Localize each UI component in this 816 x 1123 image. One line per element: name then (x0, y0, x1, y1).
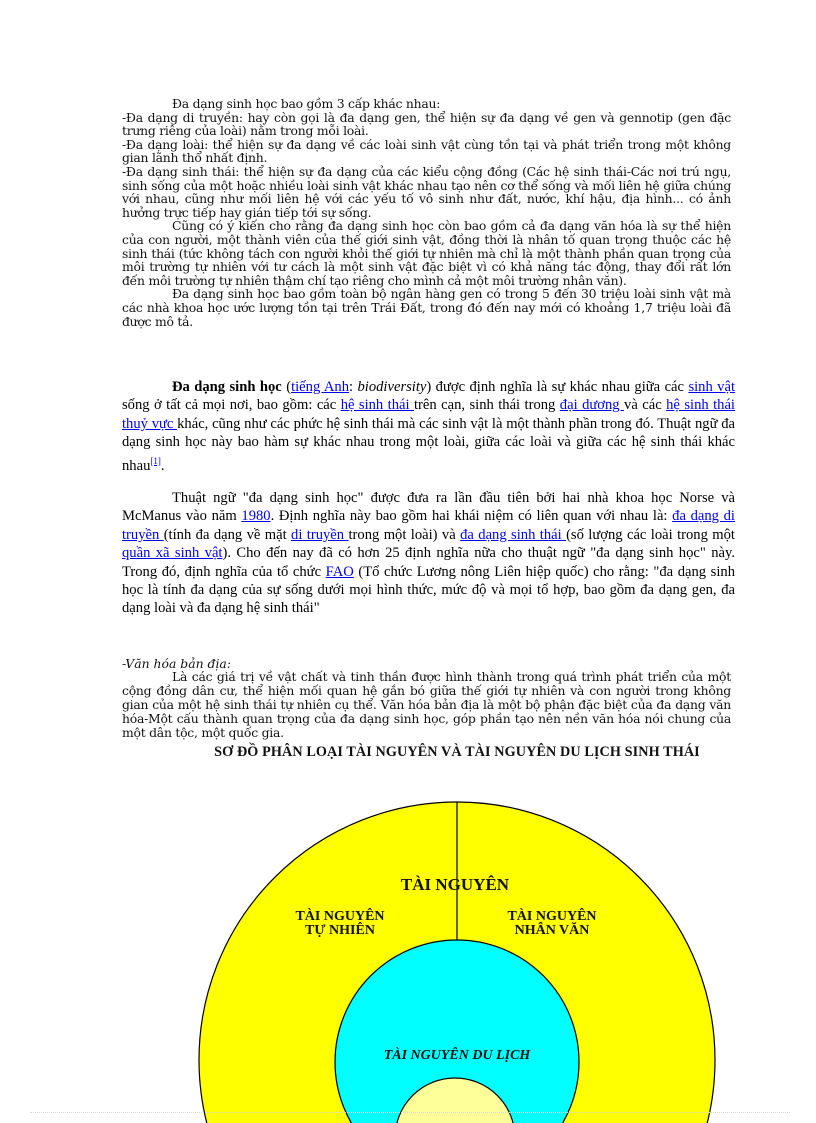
text-span: sống ở tất cả mọi nơi, bao gồm: các (122, 397, 341, 414)
link-organism[interactable]: sinh vật (688, 379, 736, 395)
natural-resources-label-line2: TỰ NHIÊN (305, 923, 375, 938)
link-biological-community[interactable]: quần xã sinh vật (122, 545, 223, 562)
paragraph-intro: Đa dạng sinh học bao gồm 3 cấp khác nhau: (172, 96, 441, 111)
link-english[interactable]: tiếng Anh (291, 379, 349, 395)
diagram-title: SƠ ĐỒ PHÂN LOẠI TÀI NGUYÊN VÀ TÀI NGUYÊN DU LỊCH SINH THÁI (214, 744, 700, 760)
text-span: trong một loài) và (348, 526, 461, 543)
paragraph-gene-bank: Đa dạng sinh học bao gồm toàn bộ ngân hàng gen có trong 5 đến 30 triệu loài sinh vật mà các nhà khoa học ước lượng tồn tại trên Trái Đất, trong đó đến nay mới có khoảng 1,7 triệu loài đã được mô tả. (122, 286, 731, 329)
link-genetics[interactable]: di truyền (291, 526, 349, 543)
text-span: : (349, 379, 358, 395)
paragraph-species-diversity: -Đa dạng loài: thể hiện sự đa dạng về các loài sinh vật cùng tồn tại và phát triển trong một không gian lãnh thổ nhất định. (122, 136, 731, 166)
reference-link[interactable]: [1] (150, 455, 161, 466)
link-ecosystem[interactable]: hệ sinh thái (340, 397, 414, 414)
link-year-1980[interactable]: 1980 (241, 508, 271, 525)
link-ocean[interactable]: đại dương (559, 397, 625, 414)
text-span: khác, cũng như các phức hệ sinh thái mà các sinh vật là một thành phần trong đó. Thuật ngữ đa dạng sinh học này bao hàm sự khác nhau trong một loài, giữa các loài và giữa các hệ sinh thái khác nhau (122, 415, 735, 474)
text-span: ). Cho đến nay đã có hơn 25 định nghĩa nữa cho thuật ngữ "đa dạng sinh học" này. Trong đó, định nghĩa của tổ chức (122, 545, 736, 580)
natural-resources-label-line1: TÀI NGUYÊN (295, 909, 385, 924)
text-span: . Định nghĩa này bao gồm hai khái niệm có liên quan với nhau là: (270, 508, 673, 525)
text-span: trên cạn, sinh thái trong (414, 397, 560, 414)
text-span: và các (624, 397, 667, 414)
link-fao[interactable]: FAO (325, 563, 354, 580)
link-ecological-diversity[interactable]: đa dạng sinh thái (460, 526, 567, 543)
text-span: ( (281, 379, 292, 395)
english-term: biodiversity (357, 379, 427, 395)
paragraph-ecosystem-diversity: -Đa dạng sinh thái: thể hiện sự đa dạng của các kiểu cộng đồng (Các hệ sinh thái-Các nơi trú ngụ, sinh sống của một hoặc nhiều loài sinh vật khác nhau tạo nên cơ thể sống và mối liên hệ giữa chúng với nhau, cũng như mối liên hệ với các yếu tố vô sinh như đất, nước, khí hậu, địa hình... có ảnh hưởng trực tiếp hay gián tiếp tới sự sống. (122, 163, 731, 220)
paragraph-genetic-diversity: -Đa dạng di truyền: hay còn gọi là đa dạng gen, thể hiện sự đa dạng về gen và gennotip (gen đặc trưng riêng của loài) nằm trong mỗi loài. (122, 109, 731, 139)
tourism-resources-label: TÀI NGUYÊN DU LỊCH (383, 1048, 531, 1063)
text-span: (tính đa dạng về mặt (163, 526, 292, 543)
page-bottom-divider (30, 1112, 790, 1113)
paragraph-cultural-diversity: Cũng có ý kiến cho rằng đa dạng sinh học còn bao gồm cả đa dạng văn hóa là sự thể hiện của con người, một thành viên của thế giới sinh vật, đồng thời là nhân tố quan trọng thuộc các hệ sinh thái (tức không tách con người khỏi thế giới tự nhiên mà chỉ là một thành phần quan trọng của môi trường tự nhiên với tư cách là một sinh vật đặc biệt vì có khả năng tác động, thay đổi rất lớn đến môi trường tự nhiên thậm chí tạo riêng cho mình cả một môi trường nhân văn). (122, 218, 731, 288)
text-span: (số lượng các loài trong một (566, 526, 735, 543)
text-span: ) được định nghĩa là sự khác nhau giữa các (426, 379, 689, 395)
indigenous-culture-paragraph: Là các giá trị về vật chất và tinh thần được hình thành trong quá trình phát triển của một cộng đồng dân cư, thể hiện mối quan hệ gắn bó giữa thế giới tự nhiên và con người trong không gian của một hệ sinh thái tự nhiên cụ thể. Văn hóa bản địa là một bộ phận đặc biệt của đa dạng văn hóa-Một cấu thành quan trọng của đa dạng sinh học, góp phần tạo nên nền văn hóa nói chung của một dân tộc, một quốc gia. (122, 669, 731, 740)
text-span: . (160, 457, 165, 474)
text-span: Thuật ngữ "đa dạng sinh học" được đưa ra lần đầu tiên bởi hai nhà khoa học Norse và McManus vào năm (122, 490, 735, 525)
link-aquatic-ecosystem[interactable]: hệ sinh thái thuỷ vực (122, 397, 735, 432)
outer-label: TÀI NGUYÊN (400, 875, 510, 894)
human-resources-label-line2: NHÂN VĂN (514, 923, 590, 938)
text-span: (Tổ chức Lương nông Liên hiệp quốc) cho rằng: "đa dạng sinh học là tính đa dạng của sự sống dưới mọi hình thức, mức độ và mọi tổ hợp, bao gồm đa dạng gen, đa dạng loài và đa dạng hệ sinh thái" (122, 563, 735, 617)
term-bold: Đa dạng sinh học (172, 379, 282, 395)
human-resources-label-line1: TÀI NGUYÊN (507, 909, 597, 924)
link-genetic-diversity[interactable]: đa dạng di truyền (122, 508, 735, 543)
indigenous-culture-heading: -Văn hóa bản địa: (122, 656, 231, 671)
